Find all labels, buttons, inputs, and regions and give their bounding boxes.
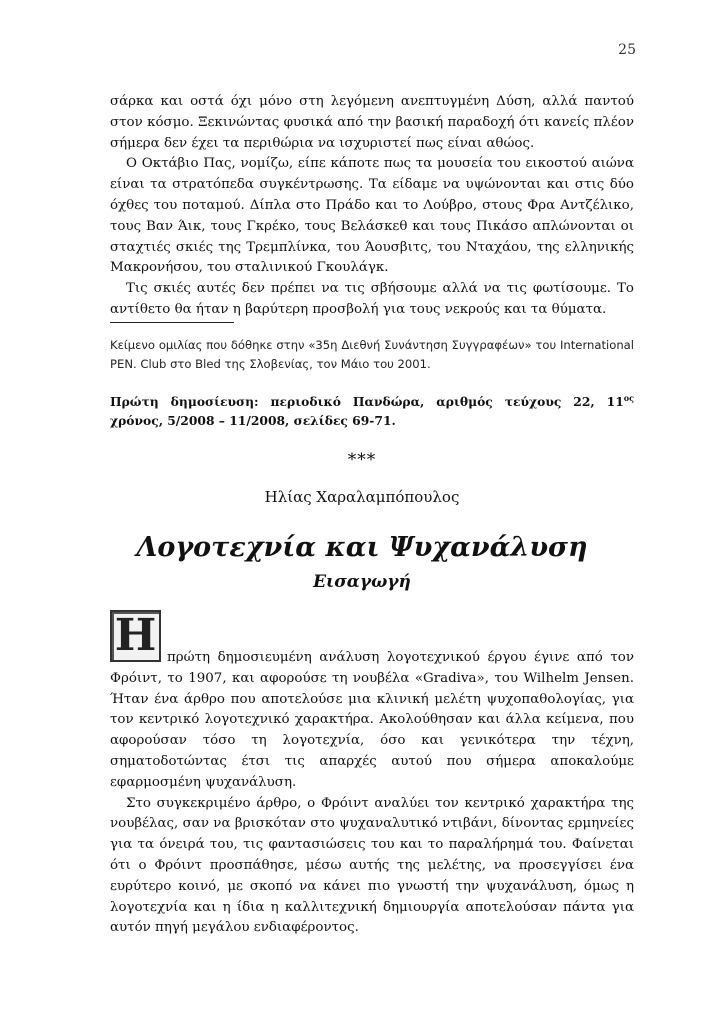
article-subtitle: Εισαγωγή bbox=[313, 572, 411, 592]
footnote: Κείμενο ομιλίας που δόθηκε στην «35η Διεθνή Συνάντηση Συγγραφέων» του International PEN. Club στο Bled της Σλοβενίας, τον Μάιο του 2001. bbox=[110, 338, 634, 371]
paragraph-text: πρώτη δημοσιευμένη ανάλυση λογοτεχνικού έργου έγινε από τον Φρόιντ, το 1907, και αφορούσε τη νουβέλα «Gradiva», του Wilhelm Jensen. Ήταν ένα άρθρο που αποτελούσε μια κλινική μελέτη ψυχοπαθολογίας, για τον κεντρικό λογοτεχνικό χαρακτήρα. Ακολούθησαν και άλλα κείμενα, που αφορούσαν τόσο τη λογοτεχνία, όσο και γενικότερα την τέχνη, σηματοδοτώντας έτσι τις απαρχές αυτού που σήμερα αποκαλούμε εφαρμοσμένη ψυχανάλυση. bbox=[110, 650, 634, 790]
section-separator: *** bbox=[347, 450, 377, 470]
continued-text-block bbox=[110, 92, 634, 321]
paragraph: Στο συγκεκριμένο άρθρο, ο Φρόιντ αναλύει τον κεντρικό χαρακτήρα της νουβέλας, σαν να βρισκόταν στο ψυχαναλυτικό ντιβάνι, δίνοντας ερμηνείες για τα όνειρά του, τις φαντασιώσεις του και το παραλήρημά του. Φαίνεται ότι ο Φρόιντ προσπάθησε, μέσω αυτής της μελέτης, να προσεγγίσει ένα ευρύτερο κοινό, με σκοπό να κάνει πιο γνωστή την ψυχανάλυση, όμως η λογοτεχνία και η ίδια η καλλιτεχνική δημιουργία αποτελούσαν πάντα για αυτόν πηγή μεγάλου ενδιαφέροντος. bbox=[110, 795, 634, 936]
publication-note-text-end: χρόνος, 5/2008 – 11/2008, σελίδες 69-71. bbox=[110, 413, 396, 428]
article-title: Λογοτεχνία και Ψυχανάλυση bbox=[136, 532, 588, 563]
article-body bbox=[110, 610, 634, 939]
paragraph: Ο Οκτάβιο Πας, νομίζω, είπε κάποτε πως τα μουσεία του εικοστού αιώνα είναι τα στρατόπεδα συγκέντρωσης. Τα είδαμε να υψώνονται και στις δύο όχθες του ποταμού. Δίπλα στο Πράδο και το Λούβρο, στους Φρα Αντζέλικο, τους Βαν Άικ, τους Γκρέκο, τους Βελάσκεθ και τους Πικάσο απλώνονται οι σταχτιές σκιές της Τρεμπλίνκα, του Άουσβιτς, του Νταχάου, της ελληνικής Μακρονήσου, του σταλινικού Γκουλάγκ. bbox=[110, 156, 634, 276]
author-name: Ηλίας Χαραλαμπόπουλος bbox=[264, 488, 460, 506]
publication-note-superscript: ος bbox=[623, 392, 634, 403]
paragraph: Τις σκιές αυτές δεν πρέπει να τις σβήσουμε αλλά να τις φωτίσουμε. Το αντίθετο θα ήταν η βαρύτερη προσβολή για τους νεκρούς και τα θύματα. bbox=[110, 281, 634, 317]
paragraph bbox=[110, 610, 634, 794]
page-number: 25 bbox=[618, 42, 636, 58]
publication-note bbox=[110, 392, 634, 430]
paragraph: σάρκα και οστά όχι μόνο στη λεγόμενη ανεπτυγμένη Δύση, αλλά παντού στον κόσμο. Ξεκινώντας φυσικά από την βασική παραδοχή ότι κανείς πλέον σήμερα δεν έχει τα περιθώρια να ισχυριστεί πως είναι αθώος. bbox=[110, 94, 634, 151]
footnote-divider bbox=[110, 322, 234, 323]
publication-note-text: Πρώτη δημοσίευση: περιοδικό Πανδώρα, αριθμός τεύχους 22, 11 bbox=[110, 394, 624, 409]
drop-cap: Η bbox=[110, 610, 161, 662]
